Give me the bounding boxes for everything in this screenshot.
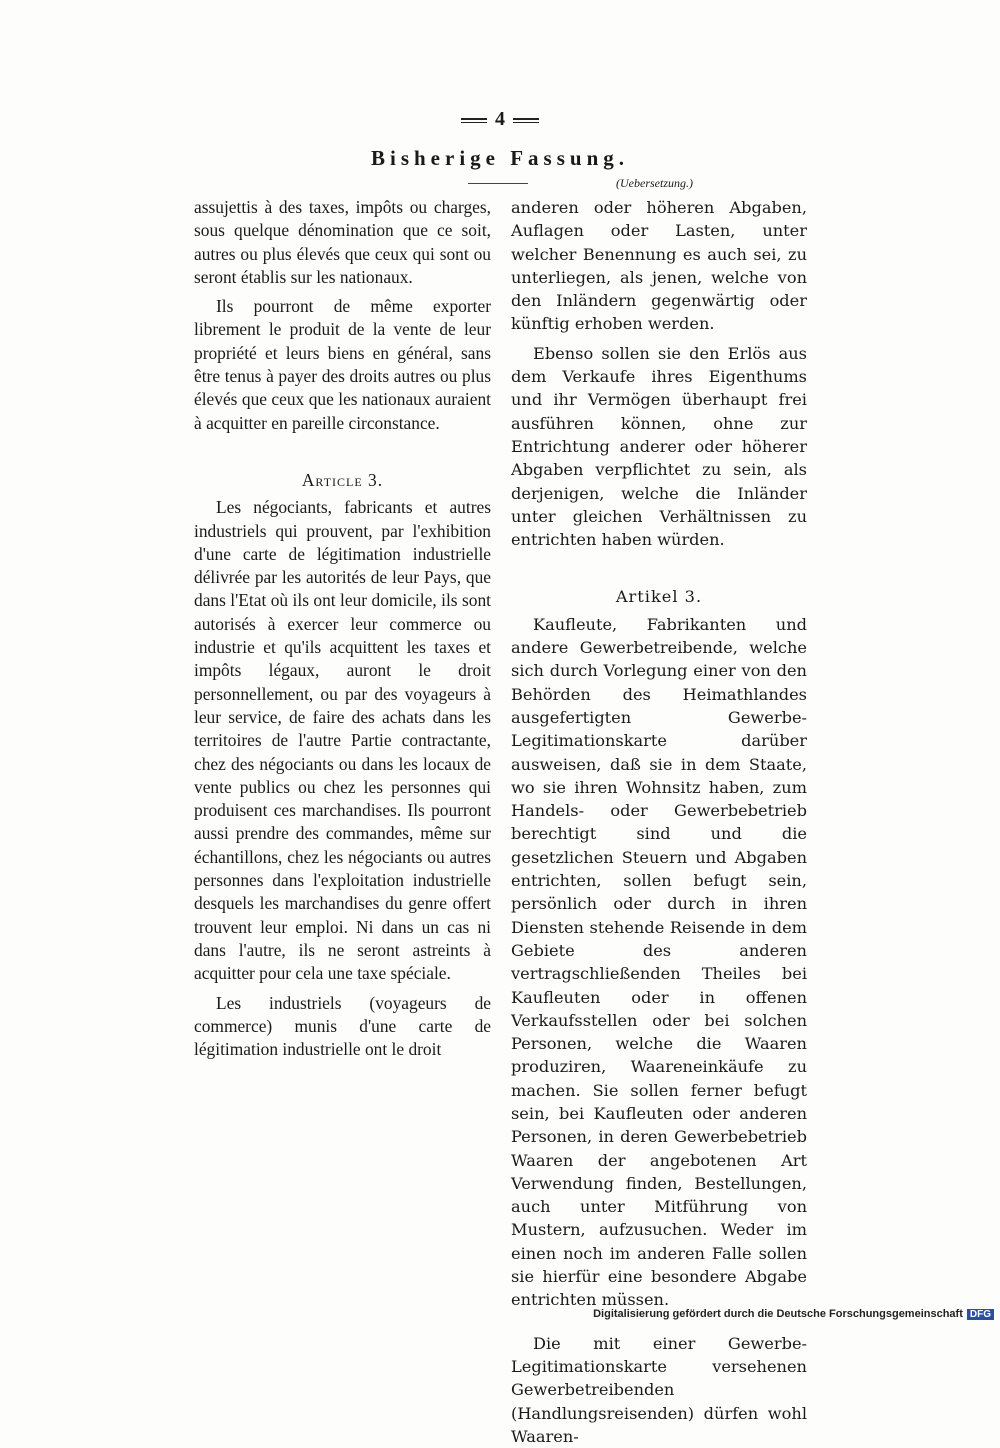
french-article-paragraph-1: Les négociants, fabricants et autres industriels qui prouvent, par l'exhibition d'une carte de légitimation industrielle délivrée par les autorités de leur Pays, que dans l'Etat où ils ont leur domicile, ils sont autorisés à exercer leur commerce ou industrie et qu'ils acquittent les taxes et impôts légaux, auront le droit personnellement, ou par des voyageurs à leur service, de faire des achats dans les territoires de l'autre Partie contractante, chez des négociants ou dans les locaux de vente publics ou chez les personnes qui produisent ces marchandises. Ils pourront aussi prendre des commandes, même sur échantillons, chez les négociants ou autres personnes dans l'exploitation industrielle desquels les marchandises du genre offert trouvent leur emploi. Ni dans un cas ni dans l'autre, ils ne seront astreints à acquitter pour cela une taxe spéciale. [194, 497, 491, 984]
page-heading: Bisherige Fassung. [370, 146, 630, 170]
heading-rule [468, 183, 528, 184]
german-paragraph-2: Ebenso sollen sie den Erlös aus dem Verkaufe ihres Eigenthums und ihr Vermögen überhaupt frei ausführen können, ohne zur Entrichtung anderer oder höherer Abgaben verpflichtet zu sein, als derjenigen, welche die Inländer unter gleichen Verhältnissen zu entrichten haben würden. [511, 343, 807, 550]
digitization-footer [593, 1308, 994, 1320]
page-number-text: 4 [495, 108, 505, 130]
french-paragraph-2: Ils pourront de même exporter librement le produit de la vente de leur propriété et leurs biens en général, sans être tenus à payer des droits autres ou plus élevés que ceux que les nationaux auraient à acquitter en pareille circonstance. [194, 296, 491, 433]
french-article-paragraph-2: Les industriels (voyageurs de commerce) munis d'une carte de légitimation industrielle ont le droit [194, 992, 491, 1060]
german-article-title: Artikel 3. [615, 587, 703, 607]
german-column [511, 196, 807, 1448]
french-column [194, 196, 491, 1061]
french-paragraph-1: assujettis à des taxes, impôts ou charges, sous quelque dénomination que ce soit, autres ou plus élevés que ceux qui sont ou seront établis sur les nationaux. [194, 197, 491, 287]
page-number [0, 108, 1000, 131]
french-article-title: Article 3. [301, 469, 384, 490]
page-number-dash-right [513, 118, 539, 123]
german-paragraph-1: anderen oder höheren Abgaben, Auflagen oder Lasten, unter welcher Benennung es auch sei, zu unterliegen, als jenen, welche von den Inländern gegenwärtig oder künftig erhoben werden. [511, 198, 807, 334]
translation-note: (Uebersetzung.) [616, 176, 693, 190]
german-article-paragraph-1: Kaufleute, Fabrikanten und andere Gewerbetreibende, welche sich durch Vorlegung einer von den Behörden des Heimathlandes ausgefertigten Gewerbe-Legitimationskarte darüber ausweisen, daß sie in dem Staate, wo sie ihren Wohnsitz haben, zum Handels- oder Gewerbebetrieb berechtigt sind und die gesetzlichen Steuern und Abgaben entrichten, sollen befugt sein, persönlich oder durch in ihren Diensten stehende Reisende in dem Gebiete des anderen vertragschließenden Theiles bei Kaufleuten oder in offenen Verkaufsstellen oder bei solchen Personen, welche die Waaren produziren, Waareneinkäufe zu machen. Sie sollen ferner befugt sein, bei Kaufleuten oder anderen Personen, in deren Gewerbebetrieb Waaren der angebotenen Art Verwendung finden, Bestellungen, auch unter Mitführung von Mustern, aufzusuchen. Weder im einen noch im anderen Falle sollen sie hierfür eine besondere Abgabe entrichten müssen. [511, 614, 807, 1310]
german-article-paragraph-2: Die mit einer Gewerbe-Legitimationskarte versehenen Gewerbetreibenden (Handlungsreisenden) dürfen wohl Waaren- [511, 1333, 807, 1446]
page-number-dash-left [461, 118, 487, 123]
dfg-logo: DFG [967, 1309, 994, 1320]
footer-text: Digitalisierung gefördert durch die Deutsche Forschungsgemeinschaft [593, 1308, 963, 1320]
